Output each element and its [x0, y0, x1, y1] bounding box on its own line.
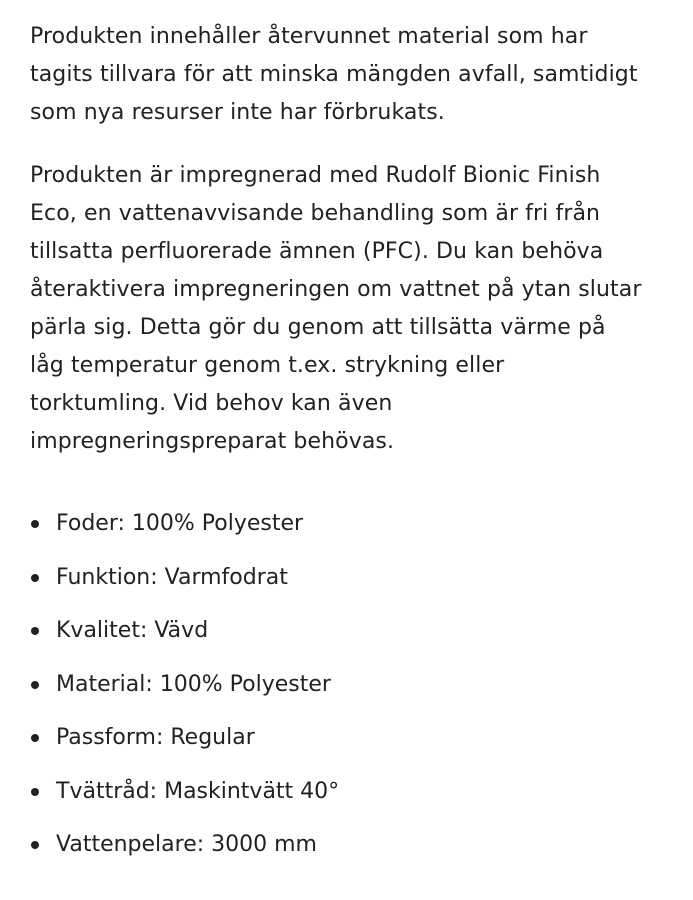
- spec-item-text: Passform: Regular: [56, 725, 255, 750]
- spec-item-text: Vattenpelare: 3000 mm: [56, 832, 317, 857]
- spec-item-fit: [30, 723, 663, 753]
- bullet-icon: [31, 734, 39, 742]
- bullet-icon: [31, 841, 39, 849]
- paragraph-line: Produkten är impregnerad med Rudolf Bionic Finish: [30, 163, 601, 188]
- paragraph-line: pärla sig. Detta gör du genom att tillsätta värme på: [30, 315, 606, 340]
- paragraph-line: låg temperatur genom t.ex. strykning eller: [30, 353, 505, 378]
- paragraph-line: tagits tillvara för att minska mängden avfall, samtidigt: [30, 62, 638, 87]
- bullet-icon: [31, 788, 39, 796]
- spec-item-care: [30, 777, 663, 807]
- paragraph-line: som nya resurser inte har förbrukats.: [30, 100, 445, 125]
- spec-item-lining: [30, 509, 663, 539]
- bullet-icon: [31, 574, 39, 582]
- spec-item-text: Kvalitet: Vävd: [56, 618, 209, 643]
- spec-item-text: Foder: 100% Polyester: [56, 511, 304, 536]
- recycled-material-paragraph: [30, 18, 663, 132]
- spec-item-text: Funktion: Varmfodrat: [56, 564, 288, 590]
- paragraph-line: torktumling. Vid behov kan även: [30, 391, 393, 416]
- spec-item-function: [30, 563, 663, 593]
- paragraph-line: Produkten innehåller återvunnet material som har: [30, 24, 588, 49]
- paragraph-line: impregneringspreparat behövas.: [30, 429, 395, 454]
- paragraph-line: återaktivera impregneringen om vattnet på ytan slutar: [30, 277, 642, 302]
- paragraph-line: tillsatta perfluorerade ämnen (PFC). Du kan behöva: [30, 239, 604, 264]
- bullet-icon: [31, 627, 39, 635]
- spec-item-material: [30, 670, 663, 700]
- impregnation-paragraph: [30, 157, 663, 461]
- spec-item-text: Tvättråd: Maskintvätt 40°: [56, 778, 340, 804]
- paragraph-line: Eco, en vattenavvisande behandling som är fri från: [30, 201, 601, 226]
- spec-item-water-column: [30, 830, 663, 860]
- spec-item-quality: [30, 616, 663, 646]
- bullet-icon: [31, 681, 39, 689]
- spec-item-text: Material: 100% Polyester: [56, 671, 331, 697]
- bullet-icon: [31, 520, 39, 528]
- spec-list: [30, 509, 663, 860]
